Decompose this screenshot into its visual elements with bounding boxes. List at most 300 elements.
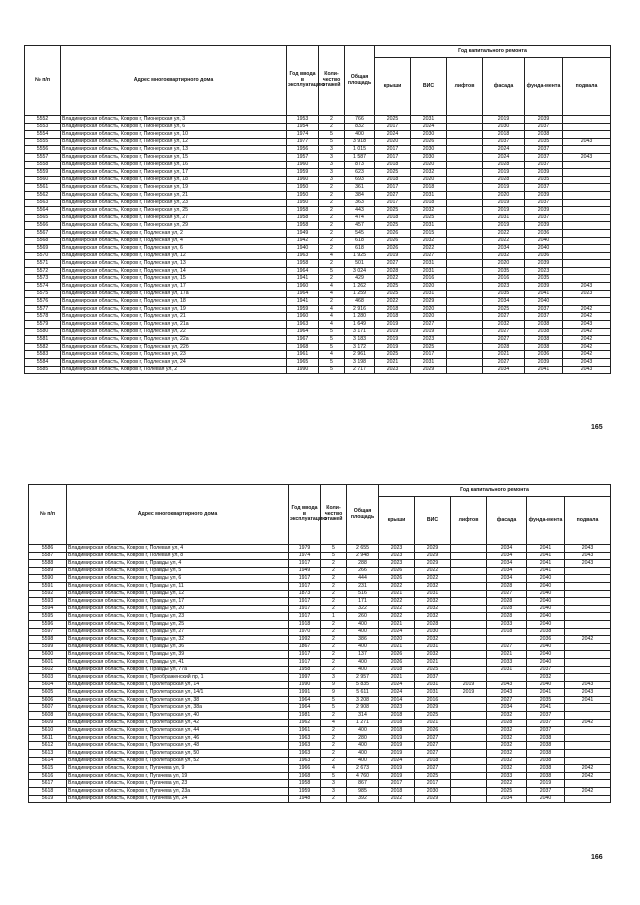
cell-facade-year: 2027 <box>483 313 525 321</box>
cell-floors: 3 <box>319 146 345 154</box>
cell-roof-year: 2022 <box>375 275 411 283</box>
cell-row-number: 5604 <box>29 681 67 689</box>
cell-roof-year: 2019 <box>379 742 415 750</box>
cell-basement-year <box>563 199 611 207</box>
cell-address: Владимирская область, Ковров г, Пионерская ул, 19 <box>61 184 287 192</box>
cell-year-built: 1964 <box>287 267 319 275</box>
cell-floors: 2 <box>319 260 345 268</box>
table-row <box>25 131 611 139</box>
table-row <box>29 560 611 568</box>
cell-facade-year: 2034 <box>483 298 525 306</box>
cell-address: Владимирская область, Ковров г, Пролетарская ул, 40 <box>67 712 289 720</box>
cell-address: Владимирская область, Ковров г, Правды ул, 32 <box>67 636 289 644</box>
cell-vis-year: 2015 <box>411 229 447 237</box>
cell-foundation-year: 2040 <box>527 658 565 666</box>
cell-facade-year: 2032 <box>483 321 525 329</box>
header-address: Адрес многоквартирного дома <box>61 46 287 116</box>
cell-lift-year <box>447 191 483 199</box>
cell-year-built: 1958 <box>289 780 321 788</box>
document-page-165 <box>0 0 640 450</box>
cell-basement-year <box>565 727 611 735</box>
cell-lift-year <box>451 628 487 636</box>
cell-total-area: 2 673 <box>347 765 379 773</box>
cell-basement-year: 2042 <box>563 313 611 321</box>
cell-year-built: 1958 <box>287 260 319 268</box>
cell-address: Владимирская область, Ковров г, Правды ул, 4 <box>67 560 289 568</box>
cell-year-built: 1963 <box>289 750 321 758</box>
cell-roof-year: 2024 <box>379 689 415 697</box>
cell-lift-year <box>447 123 483 131</box>
repair-schedule-table <box>28 484 611 803</box>
cell-roof-year: 2026 <box>375 245 411 253</box>
cell-roof-year: 2019 <box>379 765 415 773</box>
cell-row-number: 5556 <box>25 146 61 154</box>
cell-floors: 4 <box>319 283 345 291</box>
cell-roof-year: 2019 <box>375 328 411 336</box>
cell-basement-year <box>563 245 611 253</box>
cell-foundation-year: 2039 <box>525 191 563 199</box>
cell-foundation-year: 2036 <box>525 229 563 237</box>
cell-floors: 3 <box>321 780 347 788</box>
cell-basement-year <box>563 191 611 199</box>
table-row <box>29 719 611 727</box>
cell-total-area: 400 <box>347 742 379 750</box>
cell-address: Владимирская область, Ковров г, Пугачева ул, 9 <box>67 765 289 773</box>
cell-facade-year: 2034 <box>483 366 525 374</box>
cell-row-number: 5592 <box>29 590 67 598</box>
cell-vis-year: 2032 <box>411 207 447 215</box>
cell-row-number: 5565 <box>25 214 61 222</box>
cell-lift-year <box>451 780 487 788</box>
cell-facade-year: 2032 <box>487 765 527 773</box>
cell-foundation-year: 2035 <box>527 696 565 704</box>
cell-address: Владимирская область, Ковров г, Подлесная ул, 22а <box>61 336 287 344</box>
cell-foundation-year: 2039 <box>525 207 563 215</box>
cell-total-area: 3 024 <box>345 267 375 275</box>
cell-year-built: 1959 <box>287 305 319 313</box>
cell-facade-year: 2034 <box>487 545 527 553</box>
cell-roof-year: 2025 <box>375 283 411 291</box>
cell-floors: 2 <box>321 750 347 758</box>
cell-vis-year: 2027 <box>415 765 451 773</box>
cell-year-built: 1917 <box>289 651 321 659</box>
cell-basement-year <box>563 229 611 237</box>
cell-address: Владимирская область, Ковров г, Пугачева ул, 24 <box>67 795 289 803</box>
cell-year-built: 1950 <box>287 191 319 199</box>
header-vis: ВИС <box>411 58 447 116</box>
cell-facade-year: 2032 <box>487 750 527 758</box>
cell-foundation-year: 2040 <box>525 245 563 253</box>
cell-vis-year: 2020 <box>411 283 447 291</box>
cell-lift-year <box>451 719 487 727</box>
cell-row-number: 5606 <box>29 696 67 704</box>
table-row <box>25 313 611 321</box>
cell-total-area: 2 961 <box>345 351 375 359</box>
cell-address: Владимирская область, Ковров г, Пионерская ул, 29 <box>61 222 287 230</box>
cell-lift-year <box>447 359 483 367</box>
cell-year-built: 1964 <box>287 328 319 336</box>
cell-total-area: 1 259 <box>345 290 375 298</box>
cell-foundation-year: 2037 <box>525 313 563 321</box>
cell-total-area: 474 <box>345 214 375 222</box>
cell-total-area: 3 918 <box>345 138 375 146</box>
header-basement: подвала <box>563 58 611 116</box>
cell-year-built: 1964 <box>289 696 321 704</box>
cell-vis-year: 2029 <box>415 552 451 560</box>
cell-foundation-year: 2039 <box>525 116 563 124</box>
cell-address: Владимирская область, Ковров г, Пионерская ул, 16 <box>61 161 287 169</box>
cell-foundation-year: 2038 <box>527 628 565 636</box>
cell-lift-year <box>451 712 487 720</box>
cell-lift-year <box>447 290 483 298</box>
cell-foundation-year: 2037 <box>527 719 565 727</box>
cell-vis-year: 2030 <box>411 153 447 161</box>
cell-lift-year <box>451 696 487 704</box>
cell-vis-year: 2031 <box>415 681 451 689</box>
cell-roof-year: 2026 <box>375 237 411 245</box>
cell-year-built: 1965 <box>287 359 319 367</box>
cell-lift-year <box>451 582 487 590</box>
cell-floors: 2 <box>321 560 347 568</box>
cell-foundation-year: 2035 <box>525 138 563 146</box>
cell-foundation-year: 2038 <box>525 328 563 336</box>
cell-facade-year: 2022 <box>483 229 525 237</box>
page-number: 166 <box>591 854 603 861</box>
cell-year-built: 1991 <box>289 689 321 697</box>
cell-lift-year <box>451 765 487 773</box>
cell-roof-year: 2018 <box>379 712 415 720</box>
cell-lift-year <box>447 343 483 351</box>
cell-floors: 2 <box>321 575 347 583</box>
cell-vis-year: 2031 <box>411 290 447 298</box>
cell-lift-year <box>451 750 487 758</box>
cell-roof-year: 2017 <box>375 153 411 161</box>
cell-floors: 2 <box>319 116 345 124</box>
cell-foundation-year: 2037 <box>525 214 563 222</box>
table-row <box>25 267 611 275</box>
cell-basement-year: 2043 <box>563 283 611 291</box>
cell-year-built: 1956 <box>287 146 319 154</box>
cell-foundation-year: 2038 <box>527 734 565 742</box>
cell-vis-year: 2027 <box>415 734 451 742</box>
table-row <box>29 712 611 720</box>
cell-basement-year: 2043 <box>565 545 611 553</box>
cell-foundation-year: 2038 <box>525 321 563 329</box>
cell-year-built: 1950 <box>287 184 319 192</box>
cell-vis-year: 2020 <box>411 161 447 169</box>
cell-basement-year <box>565 658 611 666</box>
cell-year-built: 1974 <box>289 552 321 560</box>
cell-foundation-year: 2040 <box>527 651 565 659</box>
cell-foundation-year: 2041 <box>527 545 565 553</box>
cell-lift-year <box>451 658 487 666</box>
cell-facade-year: 2027 <box>487 590 527 598</box>
cell-total-area: 873 <box>345 161 375 169</box>
cell-basement-year: 2043 <box>563 153 611 161</box>
header-floors: Коли-чество этажей <box>321 485 347 545</box>
cell-lift-year <box>451 613 487 621</box>
cell-roof-year: 2021 <box>379 590 415 598</box>
cell-floors: 4 <box>319 321 345 329</box>
table-row <box>25 237 611 245</box>
cell-floors: 3 <box>319 161 345 169</box>
cell-row-number: 5566 <box>25 222 61 230</box>
cell-total-area: 766 <box>345 116 375 124</box>
cell-lift-year <box>447 237 483 245</box>
cell-vis-year: 2032 <box>415 613 451 621</box>
table-row <box>25 116 611 124</box>
cell-row-number: 5571 <box>25 260 61 268</box>
table-row <box>29 643 611 651</box>
cell-address: Владимирская область, Ковров г, Пугачева ул, 23а <box>67 788 289 796</box>
cell-total-area: 1 015 <box>345 146 375 154</box>
cell-basement-year: 2043 <box>563 321 611 329</box>
cell-foundation-year: 2040 <box>525 237 563 245</box>
cell-roof-year: 2025 <box>375 116 411 124</box>
table-row <box>29 666 611 674</box>
cell-vis-year: 2025 <box>415 712 451 720</box>
cell-row-number: 5609 <box>29 719 67 727</box>
cell-foundation-year: 2041 <box>527 567 565 575</box>
cell-vis-year: 2032 <box>415 636 451 644</box>
cell-basement-year: 2042 <box>565 719 611 727</box>
table-row <box>29 681 611 689</box>
cell-total-area: 400 <box>347 666 379 674</box>
table-row <box>29 552 611 560</box>
cell-facade-year: 2028 <box>483 161 525 169</box>
cell-row-number: 5585 <box>25 366 61 374</box>
cell-year-built: 1917 <box>289 582 321 590</box>
cell-row-number: 5613 <box>29 750 67 758</box>
cell-row-number: 5570 <box>25 252 61 260</box>
cell-basement-year: 2042 <box>563 336 611 344</box>
cell-row-number: 5559 <box>25 169 61 177</box>
cell-basement-year <box>565 795 611 803</box>
cell-basement-year <box>565 567 611 575</box>
cell-total-area: 832 <box>345 123 375 131</box>
repair-schedule-table <box>24 45 611 374</box>
cell-vis-year: 2031 <box>411 191 447 199</box>
cell-facade-year: 2034 <box>487 575 527 583</box>
cell-roof-year: 2021 <box>379 674 415 682</box>
cell-address: Владимирская область, Ковров г, Пионерская ул, 3 <box>61 116 287 124</box>
cell-basement-year: 2043 <box>563 359 611 367</box>
cell-lift-year <box>447 267 483 275</box>
cell-total-area: 400 <box>347 658 379 666</box>
document-page-166 <box>0 450 640 905</box>
cell-vis-year: 2031 <box>411 260 447 268</box>
cell-lift-year <box>447 153 483 161</box>
cell-facade-year: 2035 <box>483 267 525 275</box>
cell-address: Владимирская область, Ковров г, Правды ул, 5 <box>67 567 289 575</box>
cell-vis-year: 2030 <box>415 628 451 636</box>
cell-lift-year <box>447 252 483 260</box>
cell-basement-year <box>565 674 611 682</box>
cell-floors: 1 <box>321 613 347 621</box>
cell-foundation-year: 2041 <box>527 560 565 568</box>
cell-roof-year: 2019 <box>375 321 411 329</box>
cell-address: Владимирская область, Ковров г, Пионерская ул, 25 <box>61 207 287 215</box>
table-row <box>25 138 611 146</box>
cell-address: Владимирская область, Ковров г, Подлесная ул, 18 <box>61 298 287 306</box>
cell-floors: 4 <box>319 313 345 321</box>
cell-facade-year: 2025 <box>483 305 525 313</box>
cell-row-number: 5591 <box>29 582 67 590</box>
cell-row-number: 5581 <box>25 336 61 344</box>
header-floors: Коли-чество этажей <box>319 46 345 116</box>
cell-basement-year <box>563 176 611 184</box>
cell-row-number: 5554 <box>25 131 61 139</box>
cell-total-area: 867 <box>347 780 379 788</box>
cell-vis-year: 2029 <box>415 795 451 803</box>
cell-year-built: 1963 <box>289 734 321 742</box>
cell-lift-year <box>447 161 483 169</box>
cell-total-area: 363 <box>345 199 375 207</box>
table-row <box>25 184 611 192</box>
cell-lift-year <box>451 552 487 560</box>
cell-floors: 9 <box>321 689 347 697</box>
cell-floors: 2 <box>321 605 347 613</box>
cell-basement-year <box>565 742 611 750</box>
cell-row-number: 5564 <box>25 207 61 215</box>
cell-basement-year <box>565 757 611 765</box>
cell-roof-year: 2021 <box>379 643 415 651</box>
cell-foundation-year: 2041 <box>525 290 563 298</box>
cell-total-area: 457 <box>345 222 375 230</box>
cell-total-area: 314 <box>347 712 379 720</box>
cell-vis-year: 2018 <box>411 199 447 207</box>
cell-year-built: 1958 <box>287 222 319 230</box>
cell-facade-year: 2019 <box>483 184 525 192</box>
cell-address: Владимирская область, Ковров г, Пионерская ул, 18 <box>61 176 287 184</box>
cell-roof-year: 2019 <box>375 252 411 260</box>
cell-year-built: 1963 <box>289 742 321 750</box>
cell-foundation-year: 2038 <box>525 343 563 351</box>
cell-row-number: 5614 <box>29 757 67 765</box>
cell-vis-year: 2032 <box>411 237 447 245</box>
cell-vis-year: 2022 <box>415 567 451 575</box>
cell-address: Владимирская область, Ковров г, Подлесная ул, 13 <box>61 260 287 268</box>
cell-foundation-year: 2040 <box>527 795 565 803</box>
cell-row-number: 5596 <box>29 620 67 628</box>
cell-lift-year <box>447 313 483 321</box>
cell-row-number: 5568 <box>25 237 61 245</box>
cell-address: Владимирская область, Ковров г, Пролетарская ул, 38а <box>67 704 289 712</box>
cell-row-number: 5563 <box>25 199 61 207</box>
cell-facade-year: 2028 <box>487 719 527 727</box>
cell-roof-year: 2017 <box>375 123 411 131</box>
cell-foundation-year: 2041 <box>525 366 563 374</box>
cell-total-area: 280 <box>347 734 379 742</box>
cell-lift-year <box>451 757 487 765</box>
cell-row-number: 5590 <box>29 575 67 583</box>
cell-year-built: 1917 <box>289 598 321 606</box>
cell-basement-year <box>565 734 611 742</box>
cell-basement-year: 2042 <box>563 305 611 313</box>
cell-address: Владимирская область, Ковров г, Подлесная ул, 21 <box>61 313 287 321</box>
cell-address: Владимирская область, Ковров г, Правды ул, 20 <box>67 605 289 613</box>
cell-lift-year <box>451 734 487 742</box>
cell-total-area: 1 262 <box>345 283 375 291</box>
table-row <box>25 161 611 169</box>
cell-vis-year: 2031 <box>411 267 447 275</box>
cell-lift-year <box>451 567 487 575</box>
cell-facade-year: 2028 <box>487 613 527 621</box>
table-row <box>25 207 611 215</box>
cell-roof-year: 2023 <box>375 366 411 374</box>
cell-address: Владимирская область, Ковров г, Пионерская ул, 10 <box>61 131 287 139</box>
cell-row-number: 5561 <box>25 184 61 192</box>
cell-floors: 2 <box>319 207 345 215</box>
cell-lift-year <box>447 214 483 222</box>
cell-address: Владимирская область, Ковров г, Подлесная ул, 21а <box>61 321 287 329</box>
cell-foundation-year: 2036 <box>527 636 565 644</box>
cell-total-area: 2 717 <box>345 366 375 374</box>
cell-year-built: 1948 <box>289 795 321 803</box>
cell-year-built: 1949 <box>289 567 321 575</box>
cell-total-area: 468 <box>345 298 375 306</box>
cell-total-area: 400 <box>347 727 379 735</box>
table-row <box>25 176 611 184</box>
cell-roof-year: 2018 <box>375 161 411 169</box>
cell-vis-year: 2032 <box>415 651 451 659</box>
cell-year-built: 1954 <box>287 123 319 131</box>
cell-foundation-year: 2040 <box>527 681 565 689</box>
cell-roof-year: 2018 <box>375 305 411 313</box>
cell-total-area: 1 280 <box>345 313 375 321</box>
cell-foundation-year: 2040 <box>527 575 565 583</box>
cell-basement-year: 2042 <box>565 765 611 773</box>
cell-floors: 2 <box>321 734 347 742</box>
cell-lift-year <box>447 116 483 124</box>
table-row <box>29 598 611 606</box>
cell-basement-year <box>563 275 611 283</box>
cell-address: Владимирская область, Ковров г, Пионерская ул, 6 <box>61 123 287 131</box>
cell-total-area: 266 <box>347 567 379 575</box>
cell-vis-year: 2027 <box>415 742 451 750</box>
cell-vis-year: 2020 <box>411 176 447 184</box>
table-row <box>25 305 611 313</box>
table-row <box>29 628 611 636</box>
header-foundation: фунда-мента <box>525 58 563 116</box>
cell-vis-year: 2023 <box>411 336 447 344</box>
cell-total-area: 444 <box>347 575 379 583</box>
cell-vis-year: 2017 <box>411 351 447 359</box>
cell-vis-year: 2030 <box>415 788 451 796</box>
cell-lift-year <box>447 275 483 283</box>
cell-lift-year <box>447 351 483 359</box>
cell-facade-year: 2031 <box>483 214 525 222</box>
cell-year-built: 1950 <box>287 199 319 207</box>
table-body <box>29 545 611 803</box>
cell-roof-year: 2018 <box>375 214 411 222</box>
cell-basement-year: 2043 <box>565 681 611 689</box>
cell-facade-year: 2032 <box>487 757 527 765</box>
cell-facade-year: 2028 <box>487 582 527 590</box>
cell-roof-year: 2026 <box>379 651 415 659</box>
cell-roof-year: 2025 <box>375 207 411 215</box>
header-num: № п/п <box>25 46 61 116</box>
cell-roof-year: 2024 <box>379 681 415 689</box>
cell-row-number: 5603 <box>29 674 67 682</box>
cell-basement-year: 2042 <box>563 328 611 336</box>
cell-facade-year: 2027 <box>487 696 527 704</box>
cell-lift-year <box>451 620 487 628</box>
cell-floors: 2 <box>321 598 347 606</box>
cell-year-built: 1958 <box>287 207 319 215</box>
cell-total-area: 1 587 <box>345 153 375 161</box>
cell-basement-year: 2023 <box>563 290 611 298</box>
